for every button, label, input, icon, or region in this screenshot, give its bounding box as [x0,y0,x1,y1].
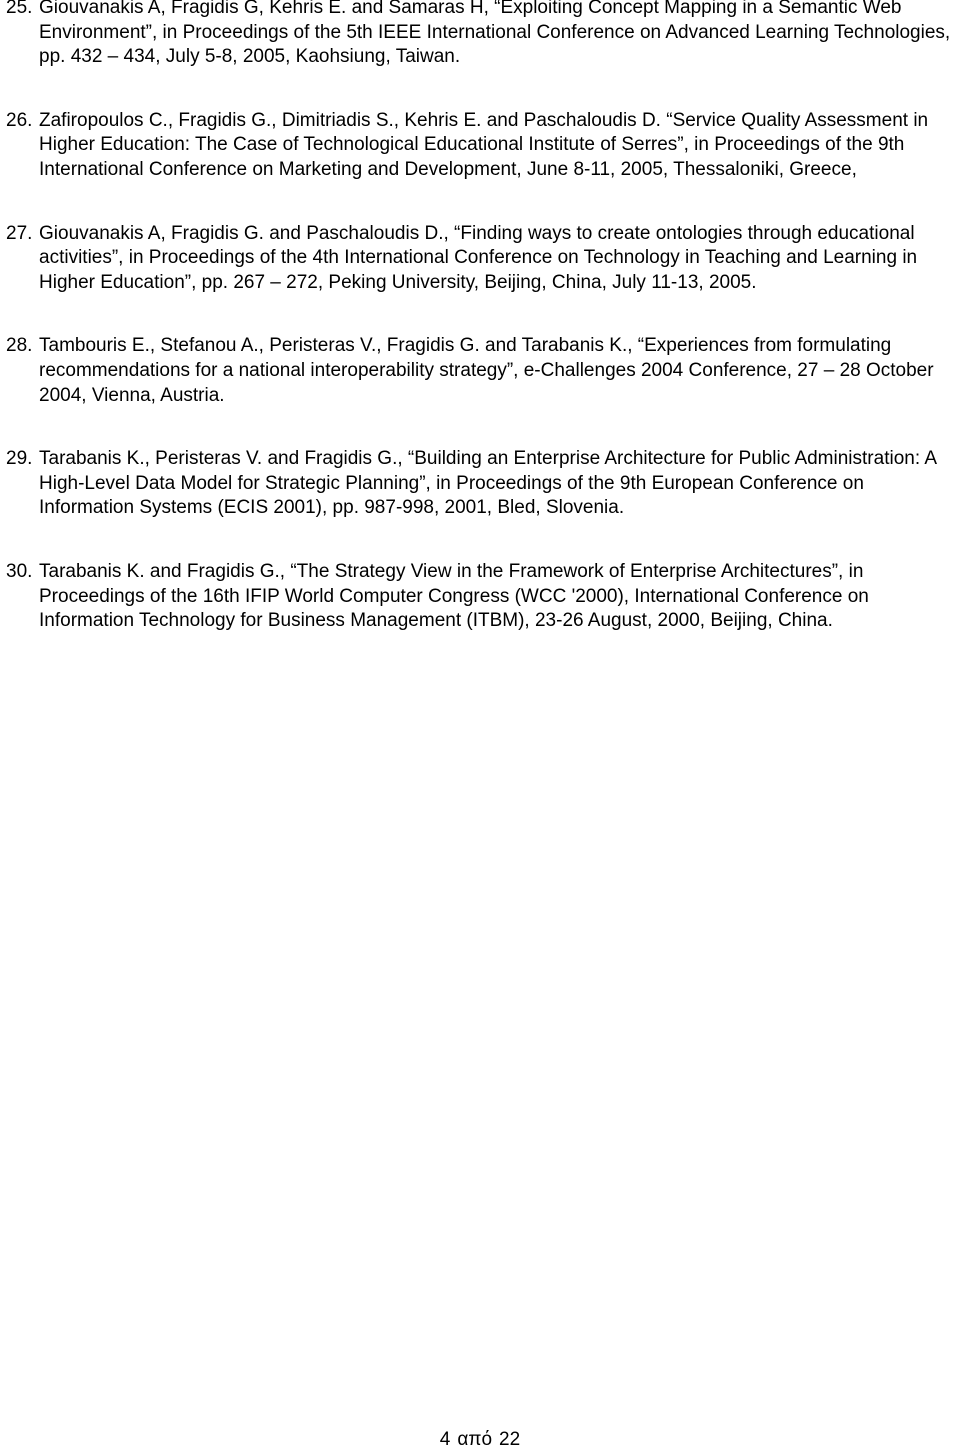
reference-item-26 [6,109,956,183]
reference-item-29 [6,447,956,521]
reference-item-27 [6,222,956,296]
reference-item-28 [6,334,956,408]
reference-number: 28. [6,335,33,357]
page-number-current: 4 [439,1429,451,1450]
reference-number: 29. [6,448,33,470]
reference-number: 25. [6,0,33,18]
reference-number: 26. [6,109,33,131]
reference-item-30 [6,560,956,634]
reference-text: Tarabanis K., Peristeras V. and Fragidis G., “Building an Enterprise Architecture for Public Administration: A High-Level Data Model for Strategic Planning”, in Proceedings of the 9th European Conference on Information Systems (ECIS 2001), pp. 987-998, 2001, Bled, Slovenia. [39,448,936,519]
reference-text: Giouvanakis A, Fragidis G, Kehris E. and Samaras H, “Exploiting Concept Mapping in a Semantic Web Environment”, in Proceedings of the 5th IEEE International Conference on Advanced Learning Technologies, pp. 432 – 434, July 5-8, 2005, Kaohsiung, Taiwan. [39,0,951,68]
reference-number: 30. [6,560,33,582]
reference-text: Zafiropoulos C., Fragidis G., Dimitriadis S., Kehris E. and Paschaloudis D. “Service Quality Assessment in Higher Education: The Case of Technological Educational Institute of Serres”, in Proceedings of the 9th International Conference on Marketing and Development, June 8-11, 2005, Thessaloniki, Greece, [39,109,929,180]
reference-text: Tambouris E., Stefanou A., Peristeras V., Fragidis G. and Tarabanis K., “Experiences from formulating recommendations for a national interoperability strategy”, e-Challenges 2004 Conference, 27 – 28 October 2004, Vienna, Austria. [39,335,934,406]
reference-list [6,0,956,673]
reference-text: Giouvanakis A, Fragidis G. and Paschaloudis D., “Finding ways to create ontologies through educational activities”, in Proceedings of the 4th International Conference on Technology in Teaching and Learning in Higher Education”, pp. 267 – 272, Peking University, Beijing, China, July 11-13, 2005. [39,222,918,293]
reference-item-25 [6,0,956,70]
page-footer [0,1428,960,1452]
reference-text: Tarabanis K. and Fragidis G., “The Strategy View in the Framework of Enterprise Architectures”, in Proceedings of the 16th IFIP World Computer Congress (WCC '2000), International Conference on Information Technology for Business Management (ITBM), 23-26 August, 2000, Beijing, China. [39,560,869,632]
page-of-label: από [457,1429,493,1450]
page-number-total: 22 [499,1429,521,1450]
reference-number: 27. [6,222,33,244]
